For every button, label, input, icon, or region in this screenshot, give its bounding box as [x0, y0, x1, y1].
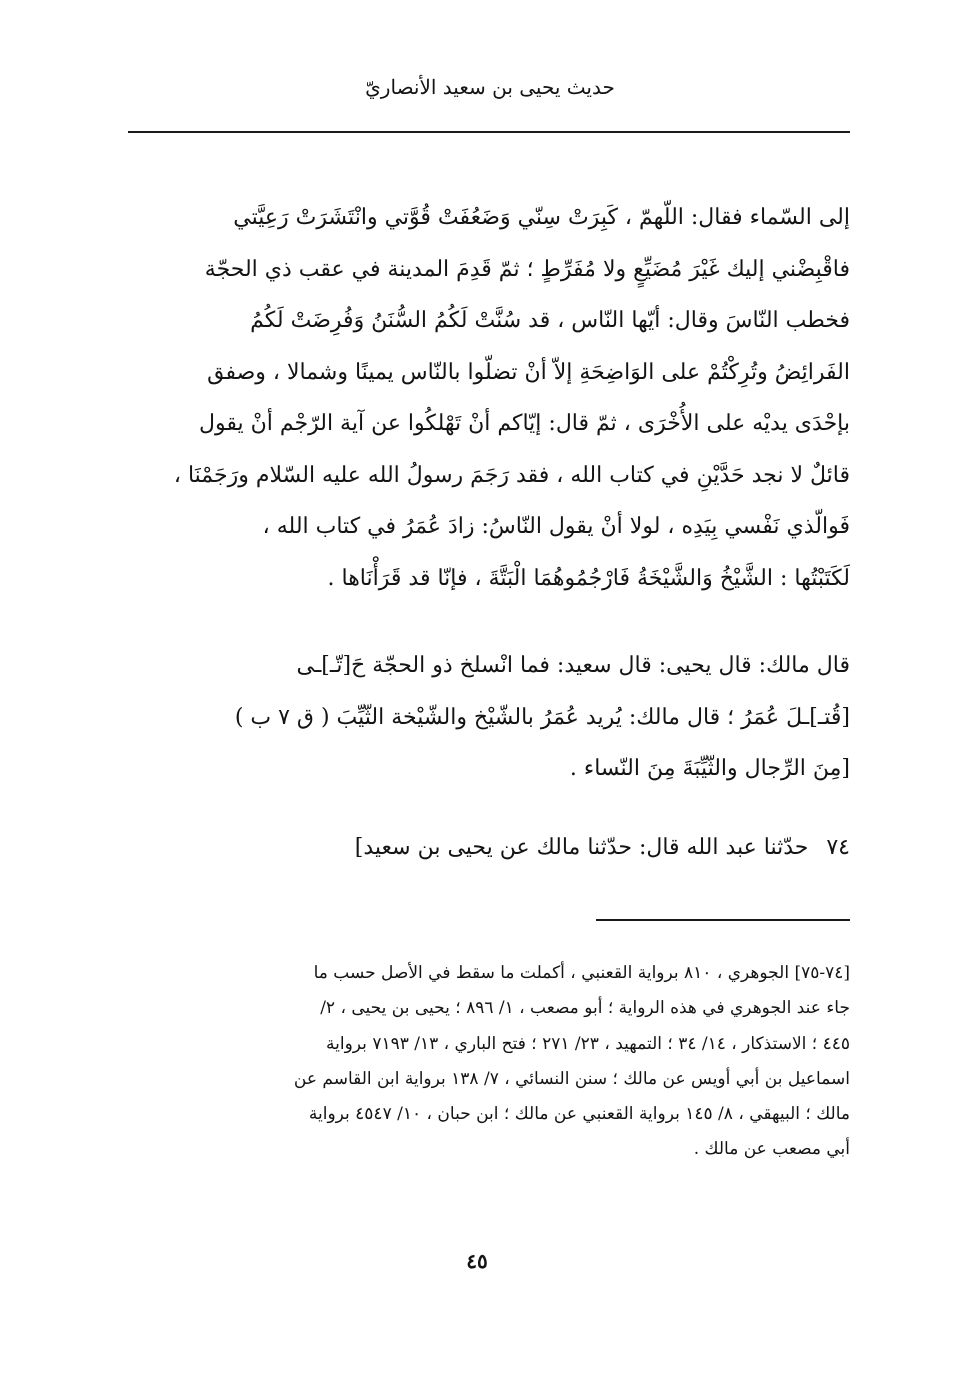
- text-line: [140, 822, 850, 874]
- text-line: فخطب النّاسَ وقال: أيّها النّاس ، قد سُنَّتْ لَكُمُ السُّنَنُ وَفُرِضَتْ لَكُمُ: [250, 308, 850, 333]
- text-line: لَكَتَبْتُها : الشَّيْخُ وَالشَّيْخَةُ فَارْجُمُوهُمَا الْبَتَّةَ ، فإنّا قد قَرَأْنَاها .: [327, 565, 850, 591]
- paragraph-hadith-73: [140, 192, 850, 604]
- text-line: قال مالك: قال يحيى: قال سعيد: فما انْسلخ ذو الحجّة حَ[تّـ]ـى: [296, 653, 850, 678]
- footnotes: [140, 956, 850, 1168]
- footnote-line: [٧٤-٧٥] الجوهري ، ٨١٠ برواية القعنبي ، أكملت ما سقط في الأصل حسب ما: [313, 963, 850, 983]
- paragraph-hadith-74: [140, 822, 850, 874]
- text-line: الفَرائِضُ وتُرِكْتُمْ على الوَاضِحَةِ إلاّ أنْ تضلّوا بالنّاس يمينًا وشمالا ، وصفق: [207, 359, 850, 385]
- header-rule: [128, 131, 850, 133]
- text-line: إلى السّماء فقال: اللّهمّ ، كَبِرَتْ سِنّي وَضَعُفَتْ قُوَّتي وانْتَشَرَتْ رَعِيَّتي: [233, 205, 850, 230]
- text-line: فاقْبِضْني إليك غَيْرَ مُضَيِّعٍ ولا مُفَرِّطٍ ؛ ثمّ قَدِمَ المدينة في عقب ذي الحجّة: [204, 256, 850, 282]
- footnote-line: جاء عند الجوهري في هذه الرواية ؛ أبو مصعب ، ١/ ٨٩٦ ؛ يحيى بن يحيى ، ٢/: [320, 998, 850, 1019]
- footnote-line: اسماعيل بن أبي أويس عن مالك ؛ سنن النسائي ، ٧/ ١٣٨ برواية ابن القاسم عن: [293, 1068, 850, 1089]
- text-line: [قُتـ]ـلَ عُمَرُ ؛ قال مالك: يُريد عُمَرُ بالشّيْخ والشّيْخة الثّيِّبَ ( ق ٧ ب ): [234, 704, 850, 730]
- footnote-rule: [596, 919, 850, 921]
- paragraph-malik-comment: [140, 640, 850, 795]
- text-line: بإحْدَى يديْه على الأُخْرَى ، ثمّ قال: إيّاكم أنْ تَهْلكُوا عن آية الرّجْم أنْ يقول: [199, 411, 850, 436]
- footnote-line: ٤٤٥ ؛ الاستذكار ، ١٤/ ٣٤ ؛ التمهيد ، ٢٣/ ٢٧١ ؛ فتح الباري ، ١٣/ ٧١٩٣ برواية: [326, 1033, 850, 1054]
- hadith-number: ٧٤: [826, 835, 850, 860]
- footnote-line: أبي مصعب عن مالك .: [693, 1139, 850, 1160]
- footnote-line: مالك ؛ البيهقي ، ٨/ ١٤٥ برواية القعنبي عن مالك ؛ ابن حبان ، ١٠/ ٤٥٤٧ برواية: [308, 1104, 850, 1125]
- running-head: حديث يحيى بن سعيد الأنصاريّ: [365, 75, 615, 99]
- page-number: ٤٥: [466, 1249, 488, 1273]
- text-line: قائلٌ لا نجد حَدَّيْنِ في كتاب الله ، فقد رَجَمَ رسولُ الله عليه السّلام ورَجَمْنَا ،: [173, 462, 850, 488]
- text-line: فَوالّذي نَفْسي بِيَدِه ، لولا أنْ يقول النّاسُ: زادَ عُمَرُ في كتاب الله ،: [262, 514, 850, 539]
- hadith-74-text: حدّثنا عبد الله قال: حدّثنا مالك عن يحيى بن سعيد]: [354, 835, 809, 860]
- text-line: [مِنَ الرِّجال والثّيِّبَةَ مِنَ النّساء .: [569, 756, 850, 781]
